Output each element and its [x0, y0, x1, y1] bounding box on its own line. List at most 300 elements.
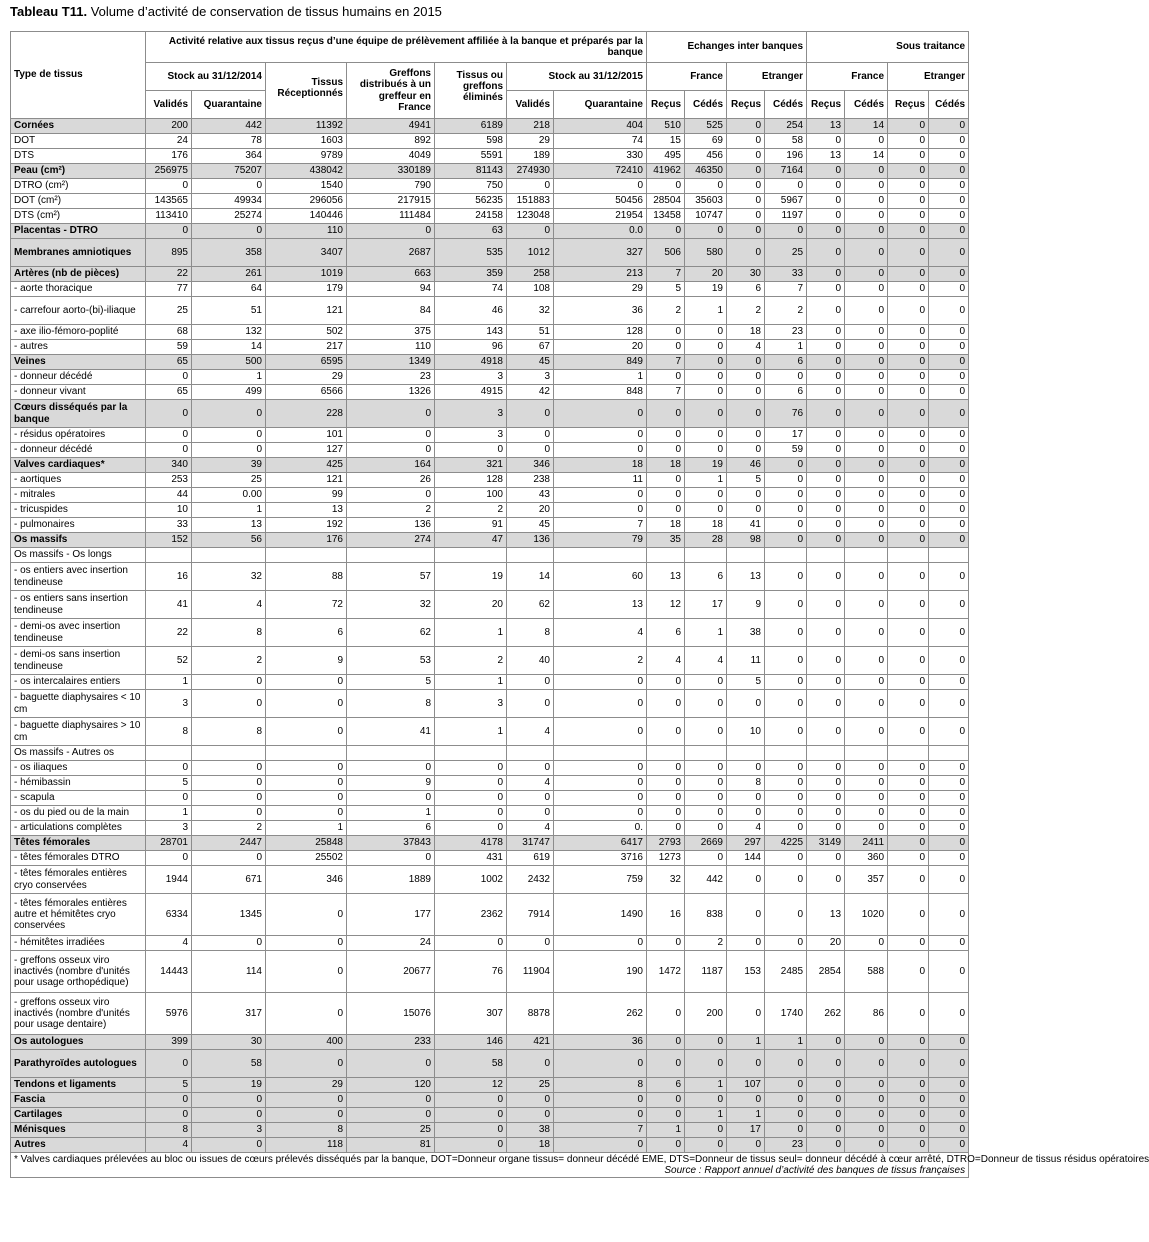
value-cell: 1273	[647, 851, 685, 866]
value-cell: 0	[146, 1093, 192, 1108]
header-tissus-receptionnes: Tissus Réceptionnés	[266, 63, 347, 119]
value-cell: 0	[765, 533, 807, 548]
value-cell: 0	[685, 370, 727, 385]
table-row	[11, 806, 969, 821]
value-cell: 60	[554, 563, 647, 591]
value-cell: 296056	[266, 194, 347, 209]
value-cell: 0	[266, 936, 347, 951]
value-cell: 0	[929, 503, 969, 518]
value-cell: 0	[765, 1050, 807, 1078]
value-cell: 0	[727, 1093, 765, 1108]
value-cell: 128	[435, 473, 507, 488]
value-cell: 15076	[347, 993, 435, 1035]
value-cell: 18	[727, 325, 765, 340]
value-cell: 0	[507, 806, 554, 821]
value-cell: 0	[929, 1108, 969, 1123]
table-footer	[11, 1153, 1149, 1178]
value-cell: 136	[347, 518, 435, 533]
value-cell: 848	[554, 385, 647, 400]
value-cell: 13	[554, 591, 647, 619]
value-cell: 3	[435, 370, 507, 385]
value-cell: 50456	[554, 194, 647, 209]
value-cell: 23	[347, 370, 435, 385]
value-cell: 0	[888, 690, 929, 718]
row-label: - os iliaques	[11, 761, 146, 776]
row-label: Cœurs disséqués par la banque	[11, 400, 146, 428]
header-recus: Reçus	[647, 91, 685, 119]
row-label: DTRO (cm²)	[11, 179, 146, 194]
value-cell: 0	[807, 239, 845, 267]
value-cell: 0	[845, 1138, 888, 1153]
value-cell: 0	[554, 179, 647, 194]
value-cell: 598	[435, 134, 507, 149]
value-cell: 132	[192, 325, 266, 340]
value-cell: 0	[807, 209, 845, 224]
value-cell: 41	[727, 518, 765, 533]
value-cell: 0	[192, 675, 266, 690]
value-cell: 0	[507, 400, 554, 428]
value-cell: 0	[807, 355, 845, 370]
table-row	[11, 194, 969, 209]
value-cell: 143	[435, 325, 507, 340]
value-cell: 0	[146, 1050, 192, 1078]
value-cell: 1	[435, 675, 507, 690]
value-cell: 46	[435, 297, 507, 325]
header-recus: Reçus	[727, 91, 765, 119]
value-cell: 0	[647, 325, 685, 340]
row-label: - têtes fémorales entières cryo conservées	[11, 866, 146, 894]
value-cell: 1	[685, 1078, 727, 1093]
value-cell: 20	[807, 936, 845, 951]
value-cell: 0	[727, 209, 765, 224]
value-cell: 0	[647, 761, 685, 776]
value-cell: 8	[727, 776, 765, 791]
value-cell: 4	[554, 619, 647, 647]
value-cell: 0	[765, 179, 807, 194]
value-cell: 0	[192, 936, 266, 951]
value-cell: 0	[192, 806, 266, 821]
value-cell: 535	[435, 239, 507, 267]
table-row	[11, 851, 969, 866]
value-cell: 0	[807, 806, 845, 821]
value-cell: 0	[765, 473, 807, 488]
value-cell: 176	[266, 533, 347, 548]
value-cell	[845, 746, 888, 761]
value-cell: 0	[685, 806, 727, 821]
value-cell: 151883	[507, 194, 554, 209]
value-cell: 0	[929, 866, 969, 894]
value-cell	[807, 746, 845, 761]
value-cell: 33	[765, 267, 807, 282]
value-cell: 425	[266, 458, 347, 473]
value-cell: 0	[845, 325, 888, 340]
value-cell: 0	[807, 791, 845, 806]
value-cell: 7914	[507, 894, 554, 936]
row-label: - greffons osseux viro inactivés (nombre d'unités pour usage dentaire)	[11, 993, 146, 1035]
value-cell: 3	[146, 690, 192, 718]
value-cell: 0	[507, 1050, 554, 1078]
value-cell: 0	[807, 443, 845, 458]
value-cell	[507, 548, 554, 563]
value-cell: 0	[554, 690, 647, 718]
header-echanges: Echanges inter banques	[647, 32, 807, 63]
value-cell: 0	[647, 1108, 685, 1123]
value-cell: 0	[845, 473, 888, 488]
value-cell: 0	[807, 370, 845, 385]
value-cell: 81143	[435, 164, 507, 179]
value-cell: 0	[727, 149, 765, 164]
value-cell: 431	[435, 851, 507, 866]
value-cell: 0	[647, 1035, 685, 1050]
value-cell: 3	[192, 1123, 266, 1138]
value-cell: 663	[347, 267, 435, 282]
value-cell: 58	[765, 134, 807, 149]
value-cell: 25848	[266, 836, 347, 851]
value-cell: 0	[845, 718, 888, 746]
value-cell: 6	[727, 282, 765, 297]
value-cell: 46350	[685, 164, 727, 179]
value-cell: 32	[347, 591, 435, 619]
value-cell: 0	[727, 355, 765, 370]
value-cell: 42	[507, 385, 554, 400]
value-cell: 438042	[266, 164, 347, 179]
value-cell: 36	[554, 1035, 647, 1050]
value-cell: 0	[845, 179, 888, 194]
value-cell: 0.	[554, 821, 647, 836]
value-cell: 442	[685, 866, 727, 894]
value-cell: 0	[727, 119, 765, 134]
value-cell: 0	[845, 488, 888, 503]
value-cell: 0	[347, 851, 435, 866]
row-label: DTS (cm²)	[11, 209, 146, 224]
value-cell: 14	[507, 563, 554, 591]
value-cell: 0	[807, 164, 845, 179]
value-cell: 6189	[435, 119, 507, 134]
value-cell: 18	[685, 518, 727, 533]
value-cell: 0	[845, 209, 888, 224]
value-cell: 274930	[507, 164, 554, 179]
value-cell: 0	[807, 267, 845, 282]
value-cell: 0	[765, 370, 807, 385]
value-cell: 0	[888, 503, 929, 518]
value-cell: 0	[845, 134, 888, 149]
value-cell: 0	[845, 1093, 888, 1108]
value-cell: 41962	[647, 164, 685, 179]
table-row	[11, 894, 969, 936]
value-cell: 2	[435, 647, 507, 675]
value-cell: 0.0	[554, 224, 647, 239]
value-cell: 9	[727, 591, 765, 619]
value-cell: 62	[507, 591, 554, 619]
value-cell: 53	[347, 647, 435, 675]
value-cell: 0	[685, 1035, 727, 1050]
value-cell: 200	[685, 993, 727, 1035]
value-cell: 0	[146, 761, 192, 776]
value-cell: 72	[266, 591, 347, 619]
row-label: - baguette diaphysaires < 10 cm	[11, 690, 146, 718]
value-cell: 307	[435, 993, 507, 1035]
value-cell: 0	[929, 325, 969, 340]
value-cell: 2793	[647, 836, 685, 851]
value-cell: 0	[554, 776, 647, 791]
value-cell: 0	[647, 806, 685, 821]
header-type-tissus: Type de tissus	[11, 32, 146, 119]
value-cell: 146	[435, 1035, 507, 1050]
value-cell: 0	[929, 1050, 969, 1078]
value-cell: 0	[845, 400, 888, 428]
value-cell: 0	[807, 325, 845, 340]
value-cell: 1	[765, 340, 807, 355]
value-cell: 0	[727, 791, 765, 806]
table-row	[11, 647, 969, 675]
row-label: Cartilages	[11, 1108, 146, 1123]
value-cell: 0	[888, 1035, 929, 1050]
value-cell: 0	[266, 1093, 347, 1108]
table-row	[11, 503, 969, 518]
value-cell: 32	[192, 563, 266, 591]
value-cell: 2	[765, 297, 807, 325]
value-cell: 17	[727, 1123, 765, 1138]
value-cell: 100	[435, 488, 507, 503]
value-cell: 254	[765, 119, 807, 134]
value-cell: 57	[347, 563, 435, 591]
value-cell: 46	[727, 458, 765, 473]
value-cell: 5967	[765, 194, 807, 209]
value-cell: 0	[807, 1093, 845, 1108]
value-cell: 0	[807, 1123, 845, 1138]
row-label: Placentas - DTRO	[11, 224, 146, 239]
value-cell: 1	[685, 619, 727, 647]
table-row	[11, 443, 969, 458]
row-label: - donneur décédé	[11, 443, 146, 458]
value-cell: 297	[727, 836, 765, 851]
value-cell: 0	[727, 179, 765, 194]
value-cell: 0	[266, 761, 347, 776]
value-cell: 29	[554, 282, 647, 297]
row-label: - carrefour aorto-(bi)-iliaque	[11, 297, 146, 325]
value-cell: 3	[146, 821, 192, 836]
value-cell: 40	[507, 647, 554, 675]
table-row	[11, 951, 969, 993]
value-cell: 0	[888, 355, 929, 370]
value-cell: 0	[765, 224, 807, 239]
value-cell: 5591	[435, 149, 507, 164]
value-cell: 6595	[266, 355, 347, 370]
value-cell: 0	[765, 1078, 807, 1093]
row-label: Fascia	[11, 1093, 146, 1108]
value-cell: 0	[888, 282, 929, 297]
value-cell: 0	[888, 239, 929, 267]
value-cell: 9	[347, 776, 435, 791]
value-cell: 114	[192, 951, 266, 993]
value-cell: 0	[192, 791, 266, 806]
value-cell: 0	[727, 503, 765, 518]
value-cell: 0	[765, 936, 807, 951]
value-cell: 0	[507, 443, 554, 458]
value-cell: 0	[647, 1093, 685, 1108]
value-cell: 118	[266, 1138, 347, 1153]
value-cell: 14	[845, 119, 888, 134]
table-row	[11, 340, 969, 355]
value-cell: 4918	[435, 355, 507, 370]
value-cell: 3716	[554, 851, 647, 866]
value-cell: 213	[554, 267, 647, 282]
table-row	[11, 675, 969, 690]
value-cell: 5	[727, 675, 765, 690]
value-cell: 0	[845, 690, 888, 718]
value-cell: 0	[647, 718, 685, 746]
value-cell: 400	[266, 1035, 347, 1050]
value-cell: 0	[888, 385, 929, 400]
value-cell: 0	[727, 164, 765, 179]
value-cell: 65	[146, 355, 192, 370]
value-cell: 442	[192, 119, 266, 134]
value-cell: 51	[507, 325, 554, 340]
value-cell: 0	[888, 1108, 929, 1123]
value-cell: 1889	[347, 866, 435, 894]
value-cell: 0	[807, 488, 845, 503]
value-cell: 0	[888, 936, 929, 951]
value-cell: 0	[888, 647, 929, 675]
value-cell: 200	[146, 119, 192, 134]
value-cell: 0	[929, 806, 969, 821]
value-cell: 123048	[507, 209, 554, 224]
value-cell: 0	[192, 761, 266, 776]
value-cell: 81	[347, 1138, 435, 1153]
value-cell: 4941	[347, 119, 435, 134]
value-cell: 0	[929, 458, 969, 473]
value-cell: 0	[192, 428, 266, 443]
header-quarantaine-2014: Quarantaine	[192, 91, 266, 119]
value-cell: 0	[727, 443, 765, 458]
row-label: - autres	[11, 340, 146, 355]
value-cell: 499	[192, 385, 266, 400]
value-cell: 0	[845, 936, 888, 951]
value-cell: 4	[507, 718, 554, 746]
value-cell	[647, 548, 685, 563]
table-row	[11, 1078, 969, 1093]
value-cell: 101	[266, 428, 347, 443]
value-cell: 327	[554, 239, 647, 267]
table-row	[11, 776, 969, 791]
header-quarantaine-2015: Quarantaine	[554, 91, 647, 119]
value-cell: 0	[765, 851, 807, 866]
row-label: - pulmonaires	[11, 518, 146, 533]
row-label: Artères (nb de pièces)	[11, 267, 146, 282]
value-cell: 1345	[192, 894, 266, 936]
row-label: - baguette diaphysaires > 10 cm	[11, 718, 146, 746]
value-cell: 0	[845, 164, 888, 179]
value-cell: 0	[435, 821, 507, 836]
value-cell: 28504	[647, 194, 685, 209]
value-cell: 0	[888, 866, 929, 894]
value-cell	[554, 548, 647, 563]
value-cell: 127	[266, 443, 347, 458]
table-number: Tableau T11.	[10, 4, 88, 19]
value-cell: 0	[685, 488, 727, 503]
value-cell: 456	[685, 149, 727, 164]
row-label: - hémitêtes irradiées	[11, 936, 146, 951]
value-cell: 0	[888, 993, 929, 1035]
value-cell: 0	[435, 1108, 507, 1123]
value-cell: 0	[888, 1093, 929, 1108]
value-cell: 0	[554, 1093, 647, 1108]
value-cell: 63	[435, 224, 507, 239]
value-cell: 1944	[146, 866, 192, 894]
value-cell: 849	[554, 355, 647, 370]
row-label: - donneur vivant	[11, 385, 146, 400]
table-row	[11, 936, 969, 951]
value-cell: 0	[845, 761, 888, 776]
value-cell: 0	[765, 690, 807, 718]
value-cell: 0	[845, 776, 888, 791]
value-cell: 0	[647, 179, 685, 194]
value-cell	[347, 746, 435, 761]
value-cell: 0	[647, 993, 685, 1035]
value-cell: 0	[685, 791, 727, 806]
value-cell: 253	[146, 473, 192, 488]
value-cell: 6417	[554, 836, 647, 851]
value-cell: 0	[807, 297, 845, 325]
value-cell: 1740	[765, 993, 807, 1035]
value-cell: 6334	[146, 894, 192, 936]
table-row	[11, 533, 969, 548]
value-cell: 759	[554, 866, 647, 894]
value-cell: 0	[845, 355, 888, 370]
value-cell: 0	[507, 675, 554, 690]
value-cell: 1349	[347, 355, 435, 370]
value-cell: 41	[146, 591, 192, 619]
value-cell: 164	[347, 458, 435, 473]
value-cell: 113410	[146, 209, 192, 224]
value-cell: 10747	[685, 209, 727, 224]
value-cell: 0	[929, 690, 969, 718]
value-cell: 6	[266, 619, 347, 647]
value-cell: 140446	[266, 209, 347, 224]
header-stock-2014: Stock au 31/12/2014	[146, 63, 266, 91]
value-cell: 261	[192, 267, 266, 282]
value-cell: 0	[888, 400, 929, 428]
value-cell: 0	[685, 503, 727, 518]
table-row	[11, 370, 969, 385]
value-cell: 0	[647, 370, 685, 385]
value-cell: 2	[647, 297, 685, 325]
value-cell: 7	[554, 518, 647, 533]
value-cell: 0	[845, 340, 888, 355]
value-cell: 0	[685, 761, 727, 776]
value-cell: 0	[727, 239, 765, 267]
value-cell: 0	[685, 675, 727, 690]
value-cell: 12	[435, 1078, 507, 1093]
value-cell: 0	[685, 851, 727, 866]
header-recus: Reçus	[888, 91, 929, 119]
value-cell: 0	[929, 400, 969, 428]
value-cell: 11	[554, 473, 647, 488]
value-cell: 233	[347, 1035, 435, 1050]
value-cell: 98	[727, 533, 765, 548]
table-row	[11, 690, 969, 718]
row-label: - os entiers avec insertion tendineuse	[11, 563, 146, 591]
value-cell: 238	[507, 473, 554, 488]
value-cell: 0	[807, 458, 845, 473]
value-cell: 0	[888, 776, 929, 791]
row-label: DOT (cm²)	[11, 194, 146, 209]
value-cell: 0	[929, 936, 969, 951]
table-row	[11, 1050, 969, 1078]
value-cell: 0	[146, 179, 192, 194]
value-cell: 25	[192, 473, 266, 488]
value-cell: 6	[647, 1078, 685, 1093]
